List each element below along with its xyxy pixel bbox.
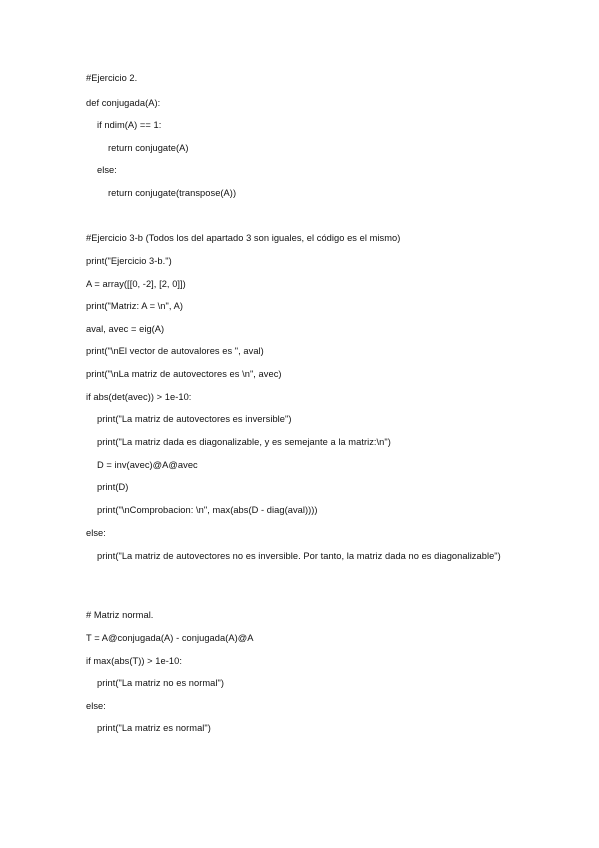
code-line: else: bbox=[86, 701, 106, 711]
code-line: #Ejercicio 2. bbox=[86, 73, 138, 83]
code-line: print("La matriz dada es diagonalizable, y es semejante a la matriz:\n") bbox=[97, 437, 391, 447]
code-line: print("La matriz de autovectores es inversible") bbox=[97, 414, 292, 424]
code-line: if abs(det(avec)) > 1e-10: bbox=[86, 392, 192, 402]
code-line: aval, avec = eig(A) bbox=[86, 324, 165, 334]
code-line-wrapped: print("La matriz de autovectores no es inversible. Por tanto, la matriz dada no es diagonalizable") bbox=[97, 551, 501, 561]
code-line: print("\nLa matriz de autovectores es \n", avec) bbox=[86, 369, 282, 379]
code-line: if max(abs(T)) > 1e-10: bbox=[86, 656, 182, 666]
code-line: print("\nComprobacion: \n", max(abs(D - diag(aval)))) bbox=[97, 505, 318, 515]
code-line: print("La matriz no es normal") bbox=[97, 678, 224, 688]
code-line: else: bbox=[97, 165, 117, 175]
code-line: print(D) bbox=[97, 482, 129, 492]
code-line: A = array([[0, -2], [2, 0]]) bbox=[86, 279, 186, 289]
code-line: if ndim(A) == 1: bbox=[97, 120, 162, 130]
code-line: return conjugate(A) bbox=[108, 143, 189, 153]
code-line: D = inv(avec)@A@avec bbox=[97, 460, 198, 470]
code-line: T = A@conjugada(A) - conjugada(A)@A bbox=[86, 633, 254, 643]
code-line: def conjugada(A): bbox=[86, 98, 161, 108]
code-line: else: bbox=[86, 528, 106, 538]
code-line: print("La matriz es normal") bbox=[97, 723, 211, 733]
code-line: print("Ejercicio 3-b.") bbox=[86, 256, 172, 266]
code-line: return conjugate(transpose(A)) bbox=[108, 188, 237, 198]
code-line: print("\nEl vector de autovalores es ", aval) bbox=[86, 346, 264, 356]
section-comment: #Ejercicio 3-b (Todos los del apartado 3 son iguales, el código es el mismo) bbox=[86, 233, 401, 243]
code-line: print("Matriz: A = \n", A) bbox=[86, 301, 184, 311]
section-comment: # Matriz normal. bbox=[86, 610, 154, 620]
